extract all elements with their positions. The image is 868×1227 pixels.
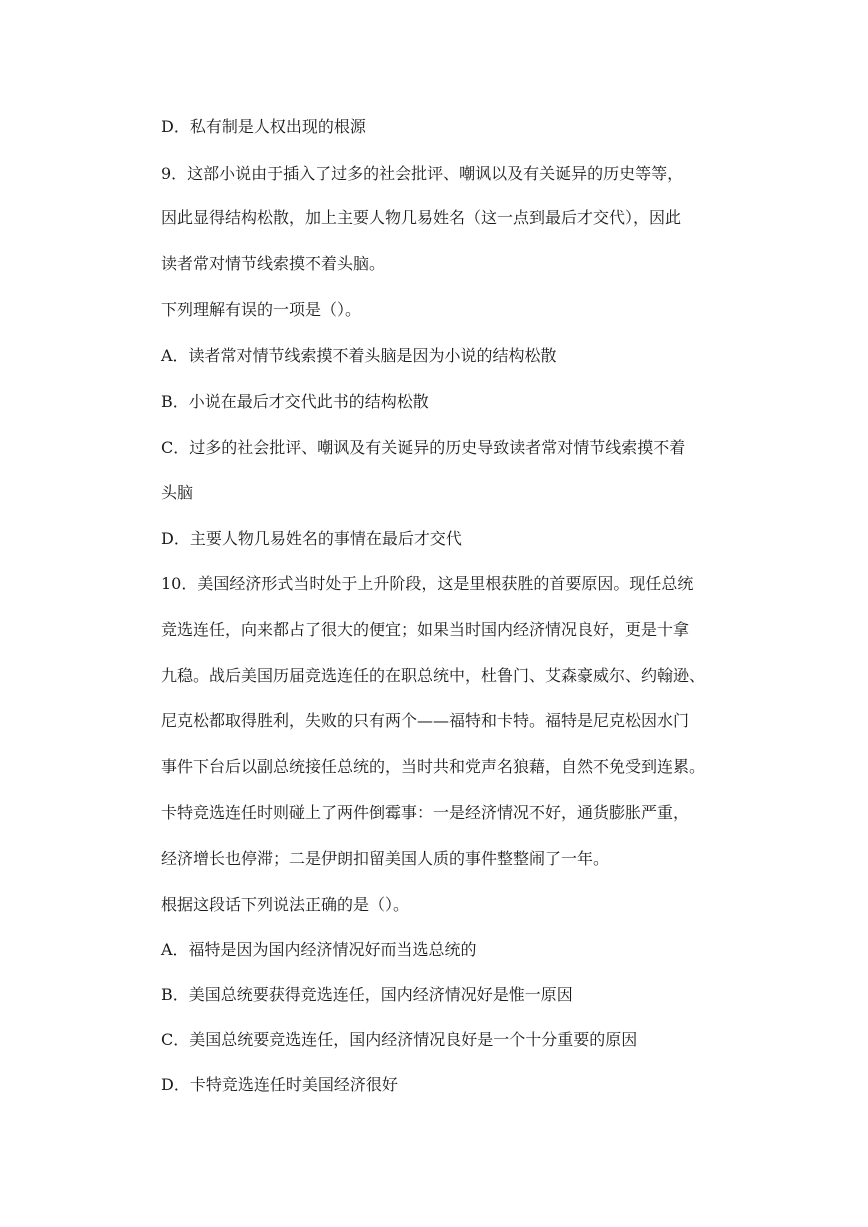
q9-passage-line-3: 读者常对情节线索摸不着头脑。 (161, 254, 386, 273)
q10-question: 根据这段话下列说法正确的是（）。 (161, 895, 410, 914)
q9-option-b: B．小说在最后才交代此书的结构松散 (161, 392, 429, 411)
q10-option-d: D．卡特竞选连任时美国经济很好 (161, 1075, 398, 1094)
q10-option-c: C．美国总统要竞选连任，国内经济情况良好是一个十分重要的原因 (161, 1030, 638, 1049)
q9-option-c-line-1: C．过多的社会批评、嘲讽及有关诞异的历史导致读者常对情节线索摸不着 (161, 438, 686, 457)
q10-option-a: A．福特是因为国内经济情况好而当选总统的 (161, 940, 477, 959)
q9-option-c-line-2: 头脑 (161, 483, 194, 502)
q9-question: 下列理解有误的一项是（）。 (161, 300, 362, 319)
q10-passage-line-4: 尼克松都取得胜利，失败的只有两个——福特和卡特。福特是尼克松因水门 (161, 711, 690, 730)
q10-passage-line-1: 10．美国经济形式当时处于上升阶段，这是里根获胜的首要原因。现任总统 (161, 574, 694, 593)
q10-passage-line-7: 经济增长也停滞；二是伊朗扣留美国人质的事件整整闹了一年。 (161, 849, 610, 868)
q9-passage-line-2: 因此显得结构松散，加上主要人物几易姓名（这一点到最后才交代），因此 (161, 208, 682, 227)
q10-passage-line-3: 九稳。战后美国历届竞选连任的在职总统中，杜鲁门、艾森豪威尔、约翰逊、 (161, 666, 706, 685)
q10-passage-line-5: 事件下台后以副总统接任总统的，当时共和党声名狼藉，自然不免受到连累。 (161, 757, 706, 776)
q10-option-b: B．美国总统要获得竞选连任，国内经济情况好是惟一原因 (161, 985, 573, 1004)
q10-passage-line-2: 竞选连任，向来都占了很大的便宜；如果当时国内经济情况良好，更是十拿 (161, 620, 690, 639)
q9-passage-line-1: 9．这部小说由于插入了过多的社会批评、嘲讽以及有关诞异的历史等等， (161, 164, 684, 183)
q8-option-d: D．私有制是人权出现的根源 (161, 117, 366, 136)
q10-passage-line-6: 卡特竞选连任时则碰上了两件倒霉事：一是经济情况不好，通货膨胀严重， (161, 803, 690, 822)
q9-option-d: D．主要人物几易姓名的事情在最后才交代 (161, 529, 462, 548)
q9-option-a: A．读者常对情节线索摸不着头脑是因为小说的结构松散 (161, 346, 557, 365)
